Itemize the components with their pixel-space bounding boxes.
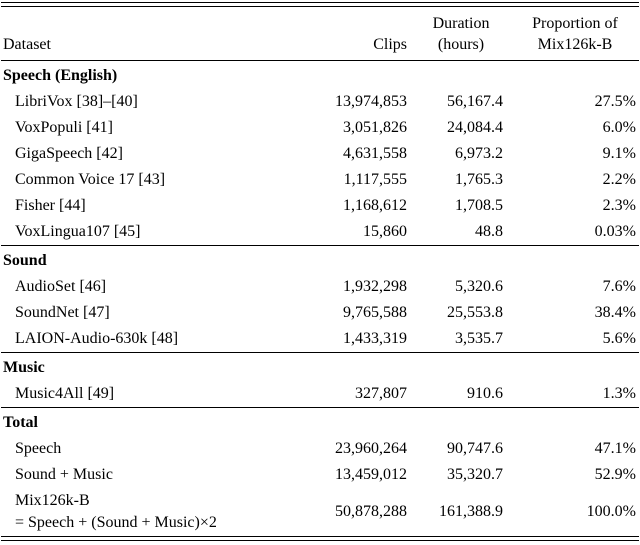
dataset-name: Mix126k-B [15, 492, 90, 509]
dataset-cell [1, 381, 293, 408]
table-section [1, 61, 639, 246]
clips-cell: 13,974,853 [335, 93, 407, 110]
proportion-cell: 38.4% [594, 304, 636, 321]
header-row [1, 7, 639, 61]
header-duration-line1: Duration [432, 15, 490, 32]
dataset-table [1, 7, 639, 536]
clips-cell: 1,433,319 [343, 330, 407, 347]
dataset-cell [1, 436, 293, 462]
clips-cell: 4,631,558 [343, 145, 407, 162]
proportion-cell: 6.0% [602, 119, 636, 136]
header-proportion [511, 7, 639, 61]
duration-cell: 161,388.9 [439, 503, 503, 520]
dataset-name: VoxLingua107 [45] [15, 223, 141, 240]
clips-cell: 3,051,826 [343, 119, 407, 136]
dataset-name: AudioSet [46] [15, 278, 107, 295]
table-row [1, 436, 639, 462]
duration-cell: 1,708.5 [455, 197, 503, 214]
dataset-name: SoundNet [47] [15, 304, 110, 321]
section-header-row [1, 61, 639, 90]
table-row [1, 462, 639, 488]
clips-cell: 9,765,588 [343, 304, 407, 321]
dataset-name: Music4All [49] [15, 385, 115, 402]
proportion-cell: 27.5% [594, 93, 636, 110]
dataset-name: VoxPopuli [41] [15, 119, 113, 136]
section-header-row [1, 246, 639, 275]
table-row [1, 115, 639, 141]
clips-cell: 1,932,298 [343, 278, 407, 295]
proportion-cell: 7.6% [602, 278, 636, 295]
proportion-cell: 5.6% [602, 330, 636, 347]
proportion-cell: 1.3% [602, 385, 636, 402]
proportion-cell: 2.2% [602, 171, 636, 188]
dataset-cell [1, 488, 293, 536]
header-dataset: Dataset [3, 36, 51, 53]
dataset-cell [1, 193, 293, 219]
bottom-rule [1, 536, 639, 541]
clips-cell: 327,807 [355, 385, 407, 402]
section-header-row [1, 408, 639, 437]
proportion-cell: 2.3% [602, 197, 636, 214]
table-row [1, 326, 639, 353]
dataset-name-line2: = Speech + (Sound + Music)×2 [15, 514, 217, 531]
dataset-cell [1, 167, 293, 193]
duration-cell: 5,320.6 [455, 278, 503, 295]
table-row [1, 274, 639, 300]
duration-cell: 25,553.8 [447, 304, 503, 321]
header-proportion-line1: Proportion of [532, 15, 618, 32]
table-row [1, 300, 639, 326]
section-title: Speech (English) [3, 67, 118, 84]
clips-cell: 1,117,555 [343, 171, 407, 188]
dataset-cell [1, 219, 293, 246]
header-duration [411, 7, 511, 61]
table-row [1, 193, 639, 219]
duration-cell: 35,320.7 [447, 466, 503, 483]
dataset-cell [1, 462, 293, 488]
clips-cell: 50,878,288 [335, 503, 407, 520]
proportion-cell: 52.9% [594, 466, 636, 483]
section-title: Music [3, 359, 45, 376]
duration-cell: 1,765.3 [455, 171, 503, 188]
clips-cell: 15,860 [363, 223, 407, 240]
section-title: Total [3, 414, 38, 431]
table-section [1, 353, 639, 408]
clips-cell: 23,960,264 [335, 440, 407, 457]
dataset-cell [1, 89, 293, 115]
table-row [1, 219, 639, 246]
dataset-cell [1, 141, 293, 167]
clips-cell: 1,168,612 [343, 197, 407, 214]
dataset-cell [1, 274, 293, 300]
dataset-name: Sound + Music [15, 466, 113, 483]
dataset-name: Fisher [44] [15, 197, 86, 214]
table-row [1, 488, 639, 536]
dataset-name: LibriVox [38]–[40] [15, 93, 138, 110]
dataset-cell [1, 300, 293, 326]
table-section [1, 408, 639, 537]
table-row [1, 381, 639, 408]
duration-cell: 24,084.4 [447, 119, 503, 136]
table-row [1, 89, 639, 115]
dataset-cell [1, 115, 293, 141]
section-header-row [1, 353, 639, 382]
dataset-name: LAION-Audio-630k [48] [15, 330, 179, 347]
dataset-cell [1, 326, 293, 353]
dataset-name: GigaSpeech [42] [15, 145, 123, 162]
duration-cell: 910.6 [467, 385, 503, 402]
duration-cell: 48.8 [475, 223, 503, 240]
header-duration-line2: (hours) [437, 36, 485, 53]
dataset-name: Common Voice 17 [43] [15, 171, 166, 188]
proportion-cell: 9.1% [602, 145, 636, 162]
header-clips: Clips [373, 36, 407, 53]
table-row [1, 141, 639, 167]
proportion-cell: 100.0% [586, 503, 636, 520]
section-title: Sound [3, 252, 47, 269]
table-row [1, 167, 639, 193]
clips-cell: 13,459,012 [335, 466, 407, 483]
duration-cell: 90,747.6 [447, 440, 503, 457]
table-header [1, 7, 639, 61]
dataset-name: Speech [15, 440, 62, 457]
proportion-cell: 0.03% [594, 223, 636, 240]
header-proportion-line2: Mix126k-B [537, 36, 613, 53]
table-section [1, 246, 639, 353]
duration-cell: 56,167.4 [447, 93, 503, 110]
proportion-cell: 47.1% [594, 440, 636, 457]
duration-cell: 3,535.7 [455, 330, 503, 347]
duration-cell: 6,973.2 [455, 145, 503, 162]
